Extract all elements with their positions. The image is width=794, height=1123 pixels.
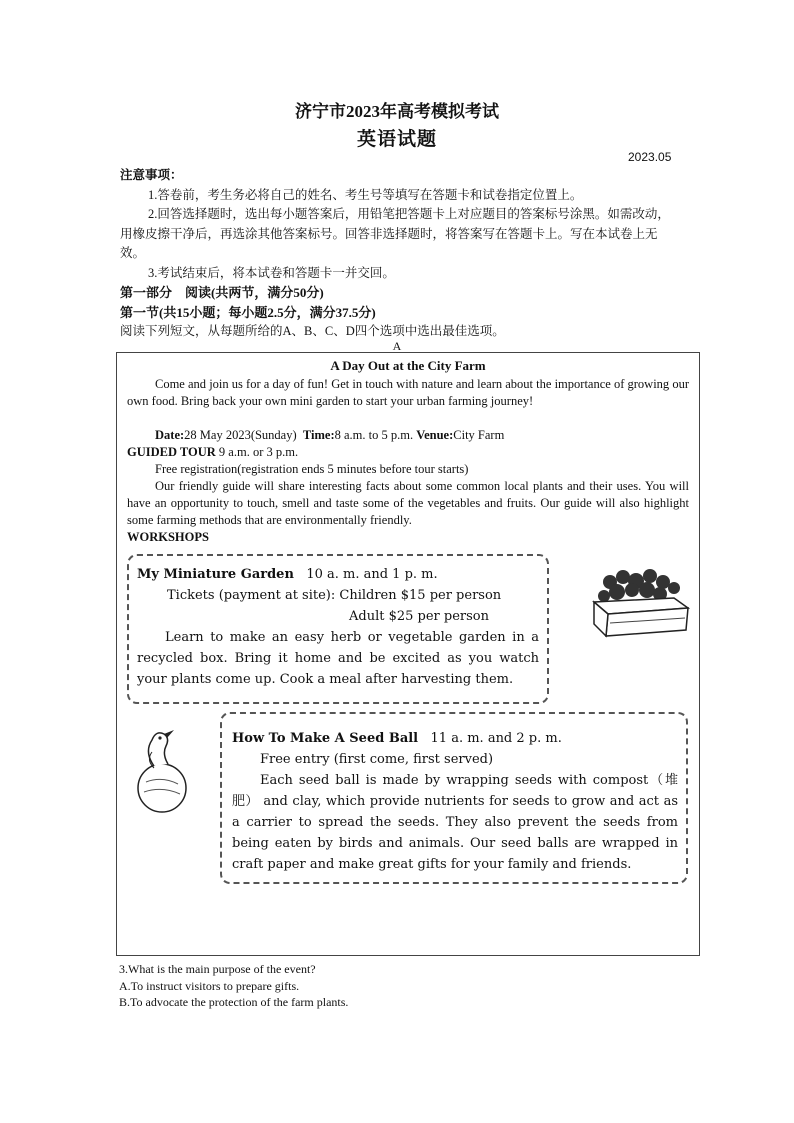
workshop2-time: 11 a. m. and 2 p. m. xyxy=(430,731,562,746)
passage-intro: Come and join us for a day of fun! Get in touch with nature and learn about the importance of growing our own food. Bring back your own mini garden to start your urban farming journey! xyxy=(127,377,689,408)
workshop2-desc: Each seed ball is made by wrapping seeds with compost（堆肥） and clay, which provide nutrients for seeds to grow and act as a carrier to spread the seeds. They also prevent the seeds from being eaten by birds and animals. Our seed balls are wrapped in craft paper and make great gifts for your family and friends. xyxy=(232,773,678,872)
question-stem: 3.What is the main purpose of the event? xyxy=(119,962,316,976)
workshops-label: WORKSHOPS xyxy=(127,530,209,544)
question-option: B.To advocate the protection of the farm plants. xyxy=(119,995,349,1009)
part-heading: 第一部分 阅读(共两节，满分50分) xyxy=(120,285,324,300)
workshop2-header xyxy=(232,728,678,749)
exam-subtitle: 英语试题 xyxy=(356,129,437,150)
workshop1-title: My Miniature Garden xyxy=(137,567,294,582)
passage-letter: A xyxy=(392,339,402,353)
question-3 xyxy=(119,961,348,1011)
instruction: 阅读下列短文，从每题所给的A、B、C、D四个选项中选出最佳选项。 xyxy=(120,324,505,338)
workshop1-adult: Adult $25 per person xyxy=(349,609,490,624)
note-item: 3.考试结束后，将本试卷和答题卡一并交回。 xyxy=(148,265,395,280)
garden-box-illustration xyxy=(590,568,690,640)
note-item: 2.回答选择题时，选出每小题答案后，用铅笔把答题卡上对应题目的答案标号涂黑。如需改动，用橡皮擦干净后，再选涂其他答案标号。回答非选择题时，将答案写在答题卡上。写在本试卷上无效。 xyxy=(120,207,670,260)
passage-title: A Day Out at the City Farm xyxy=(330,358,486,373)
question-option: A.To instruct visitors to prepare gifts. xyxy=(119,978,300,993)
workshop1-tickets: Tickets (payment at site): Children $15 per person xyxy=(167,588,502,603)
exam-title: 济宁市2023年高考模拟考试 xyxy=(295,102,499,121)
exam-notes xyxy=(120,166,680,342)
section-heading: 第一节(共15小题；每小题2.5分，满分37.5分) xyxy=(120,304,376,320)
event-info: Date:28 May 2023(Sunday) Time:8 a.m. to 5 p.m. Venue:City Farm xyxy=(155,428,505,442)
workshop-miniature-garden xyxy=(127,554,549,704)
workshop1-time: 10 a. m. and 1 p. m. xyxy=(306,567,438,582)
guided-tour: GUIDED TOUR 9 a.m. or 3 p.m. xyxy=(127,445,299,459)
seed-ball-bird-illustration xyxy=(126,724,198,816)
note-item: 1.答卷前，考生务必将自己的姓名、考生号等填写在答题卡和试卷指定位置上。 xyxy=(148,187,583,202)
notes-heading: 注意事项： xyxy=(120,168,183,182)
workshop-seed-ball xyxy=(220,712,688,884)
tour-registration: Free registration(registration ends 5 minutes before tour starts) xyxy=(155,462,469,476)
workshop1-desc: Learn to make an easy herb or vegetable garden in a recycled box. Bring it home and be excited as you watch your plants come up. Cook a meal after harvesting them. xyxy=(137,630,539,687)
workshop2-entry: Free entry (first come, first served) xyxy=(260,752,494,767)
exam-date: 2023.05 xyxy=(628,150,672,164)
tour-description: Our friendly guide will share interesting facts about some common local plants and their uses. You will have an opportunity to touch, smell and taste some of the vegetables and fruits. Our guide will also highlight some farming methods that are environmentally friendly. xyxy=(127,479,689,527)
workshop2-title: How To Make A Seed Ball xyxy=(232,731,419,746)
workshop1-header xyxy=(137,564,539,585)
